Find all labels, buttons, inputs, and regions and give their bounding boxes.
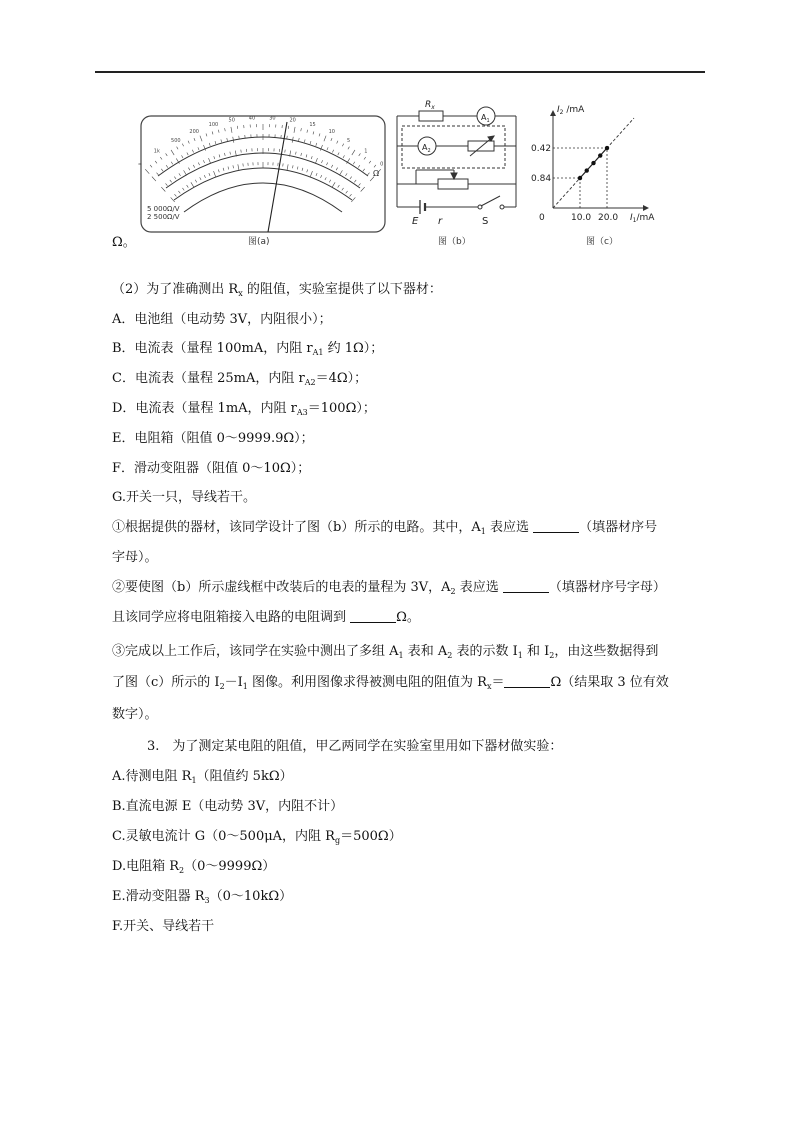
item-c: C．电流表（量程 25mA，内阻 $r_{A2}=4\Omega$）；: [112, 371, 368, 387]
question-2: ②要使图（b）所示虚线框中改装后的电表的量程为 3V，$A_2$ 表应选 （填器材序号字母）: [112, 580, 666, 596]
scale-label-2500: 2 500Ω/V: [147, 213, 180, 221]
svg-text:A2: $A_2$: [422, 143, 431, 154]
ohm-tick-label: 0: [380, 161, 384, 168]
question-1-cont: 字母）。: [112, 550, 158, 565]
svg-text:A1: $A_1$: [481, 113, 490, 124]
p3-item-e: E.滑动变阻器 $R_3(0\sim 10k\Omega)$: [112, 889, 293, 905]
y-axis-arrow: [550, 110, 556, 116]
figure-a-multimeter: [138, 115, 385, 247]
ohm-tick-label: 10: [328, 128, 335, 135]
data-point: [585, 168, 589, 172]
item-f: F．滑动变阻器（阻值 0～10Ω）；: [112, 461, 311, 476]
ohm-tick-label: 30: [269, 115, 276, 122]
svg-text:S: S: [482, 216, 489, 227]
x-tick-label: 10.0: [571, 213, 592, 223]
question-3: ③完成以上工作后，该同学在实验中测出了多组 $A_1$ 表和 $A_2$ 表的示数 $I_1$ 和 $I_2$，由这些数据得到: [112, 644, 659, 660]
svg-text:Rx: $R_x$: [425, 100, 435, 111]
q2-intro: （2）为了准确测出 $R_x$ 的阻值，实验室提供了以下器材：: [112, 282, 442, 298]
resistor-box: [468, 141, 494, 151]
ohm-tick-label: 500: [171, 137, 181, 144]
ohm-tick-label: 1: [364, 148, 368, 155]
p3-item-d: D.电阻箱 $R_2(0\sim 9999\Omega)$: [112, 859, 276, 875]
ohm-tick-label: 1k: [153, 148, 160, 155]
x-tick-label: 20.0: [598, 213, 619, 223]
data-point: [598, 153, 602, 157]
x-axis-arrow: [643, 205, 649, 211]
ohm-tick-label: 15: [309, 122, 316, 129]
figure-b-caption: 图（b）: [438, 237, 471, 247]
ohm-tick-label: 100: [208, 122, 219, 129]
figure-b-circuit: [397, 107, 516, 214]
item-d: D．电流表（量程 1mA，内阻 $r_{A3}=100\Omega$）；: [112, 401, 376, 417]
answer-blank-4[interactable]: [504, 675, 550, 688]
svg-text:r: r: [438, 216, 443, 227]
answer-blank-1[interactable]: [533, 520, 579, 533]
data-point: [591, 161, 595, 165]
origin-label: 0: [539, 213, 545, 223]
item-b: B．电流表（量程 100mA，内阻 $r_{A1}$ 约 1Ω）；: [112, 341, 384, 357]
p3-item-c: C.灵敏电流计 G（0～500μA，内阻 $R_g=500\Omega$）: [112, 829, 402, 845]
ohm-tick-label: 5: [346, 137, 351, 144]
ohm-tick-label: ∞: [137, 161, 143, 168]
y-axis-label: $I_2$ /mA: [557, 105, 585, 116]
item-a: A．电池组（电动势 3V，内阻很小）；: [112, 312, 332, 327]
question-3-cont2: 数字）。: [112, 707, 158, 722]
ohm-tick-label: 20: [289, 117, 296, 124]
p3-item-b: B.直流电源 E（电动势 3V，内阻不计）: [112, 799, 344, 814]
ohm-tick-label: 40: [248, 115, 256, 122]
resistor-rx: [419, 111, 443, 121]
answer-blank-3[interactable]: [350, 610, 396, 623]
problem-3-heading: 3. 为了测定某电阻的阻值，甲乙两同学在实验室里用如下器材做实验：: [147, 739, 563, 754]
rheostat: [438, 179, 468, 189]
omega-mark: Ω: [373, 169, 380, 178]
data-point: [578, 176, 582, 180]
question-1: ①根据提供的器材，该同学设计了图（b）所示的电路。其中，$A_1$ 表应选 （填器材序号: [112, 520, 658, 536]
item-g: G.开关一只，导线若干。: [112, 490, 257, 505]
item-e: E．电阻箱（阻值 0～9999.9Ω）；: [112, 431, 314, 446]
figures-row: [0, 0, 800, 260]
ohm-tick-label: 200: [189, 128, 199, 135]
y-tick-label: 0.42: [531, 144, 552, 155]
data-point: [605, 146, 609, 150]
top-omega: Ω。: [112, 235, 136, 250]
svg-text:E: E: [412, 216, 419, 227]
ohm-tick-label: 50: [228, 117, 235, 124]
figure-a-caption: 图(a): [248, 237, 270, 247]
question-3-cont: 了图（c）所示的 $I_2-I_1$ 图像。利用图像求得被测电阻的阻值为 $R_x= \Omega$（结果取 3 位有效: [112, 675, 669, 691]
answer-blank-2[interactable]: [503, 580, 549, 593]
p3-item-a: A.待测电阻 $R_1$（阻值约 5kΩ）: [112, 769, 293, 785]
question-2-cont: 且该同学应将电阻箱接入电路的电阻调到 Ω。: [112, 610, 420, 625]
x-axis-label: $I_1/mA$: [630, 213, 655, 224]
p3-item-f: F.开关、导线若干: [112, 919, 215, 934]
figure-c-caption: 图（c）: [586, 237, 618, 247]
figure-c-graph: [531, 105, 655, 224]
y-tick-label: 0.84: [531, 174, 552, 185]
scale-label-5000: 5 000Ω/V: [147, 205, 180, 213]
